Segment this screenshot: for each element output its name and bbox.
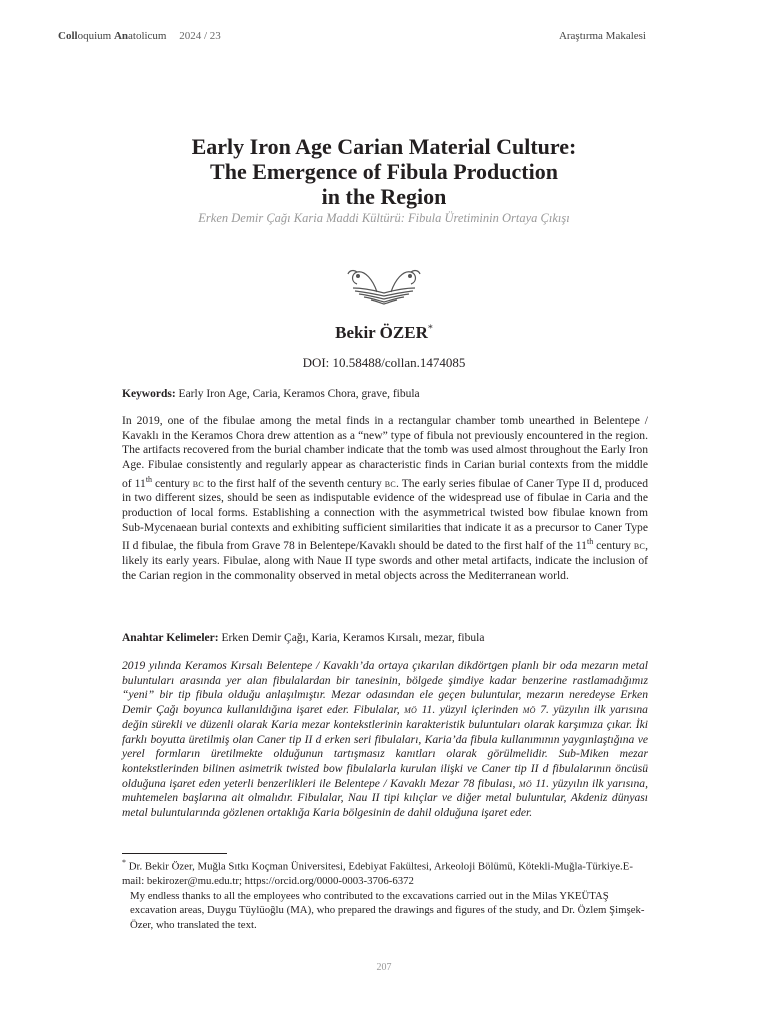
- abstract-tr: 2019 yılında Keramos Kırsalı Belentepe / Kavaklı’da ortaya çıkarılan dikdörtgen planlı bir oda mezarın metal buluntuları arasında yer alan fibulalardan bir tanesinin, bölgede şimdiye kadar benzerine rastlamadığımız “yeni” bir tip fibula olduğu anlaşılmıştır. Mezar odasından ele geçen buluntular, mezarın neredeyse Erken Demir Çağı boyunca kullanıldığına işaret eder. Fibulalar, mö 11. yüzyıl içlerinden mö 7. yüzyılın ilk yarısına değin sürekli ve düzenli olarak Karia mezar kontekstlerinin karakteristik buluntuları olarak karşımıza çıkar. İki farklı boyutta üretilmiş olan Caner tip II d erken seri fibulaları, Karia’da fibula kullanımının yaygınlaştığına ve yerel formların üretilmekte olduğunun tartışmasız kanıtları olarak görülmelidir. Sub-Miken mezar kontekstlerinden bilinen asimetrik twisted bow fibulalarla kurulan ilişki ve Caner tip II d fibulalarının öncüsü olduğuna işaret eden yeterli benzerlikleri ile Belentepe / Kavaklı Mezar 78 fibulası, mö 11. yüzyılın ilk yarısına, muhtemelen başlarına ait olmalıdır. Fibulalar, Nau II tipi kılıçlar ve diğer metal buluntular, Akdeniz dünyası metal buluntularında gözlenen ortaklığa Karia bölgesinin de dahil olduğuna işaret eder.: [122, 659, 648, 820]
- keywords: [122, 388, 646, 400]
- anahtar-kelimeler-text: Erken Demir Çağı, Karia, Keramos Kırsalı, mezar, fibula: [218, 632, 485, 644]
- footnote: [122, 856, 648, 932]
- author-name: Bekir ÖZER*: [335, 323, 433, 342]
- keywords-label: Keywords:: [122, 388, 176, 400]
- anahtar-kelimeler: [122, 632, 646, 644]
- title-line: in the Region: [321, 184, 447, 209]
- article-title: [90, 134, 678, 209]
- double-swan-ornament-icon: [343, 262, 425, 306]
- article-type: Araştırma Makalesi: [558, 30, 646, 42]
- title-line: The Emergence of Fibula Production: [210, 159, 558, 184]
- abstract-en: In 2019, one of the fibulae among the metal finds in a rectangular chamber tomb unearthed in Belentepe / Kavaklı in the Keramos Chora drew attention as a “new” type of fibula not previously encountered in the region. The artifacts recovered from the burial chamber indicate that the tomb was used almost throughout the Early Iron Age. Fibulae consistently and regularly appear as characteristic finds in Carian burial contexts from the middle of 11th century bc to the first half of the seventh century bc. The early series fibulae of Caner Type II d, produced in two different sizes, should be seen as indisputable evidence of the widespread use of fibulae in Caria and the production of local forms. Establishing a connection with the asymmetrical twisted bow fibulae known from Sub-Mycenaean burial contexts and exhibiting sufficient similarities that indicate it as a precursor to Caner Type II d fibulae, the fibula from Grave 78 in Belentepe/Kavaklı should be dated to the first half of the 11th century bc, likely its early years. Fibulae, along with Naue II type swords and other metal artifacts, indicate the inclusion of the Carian region in the commonality observed in metal objects across the Mediterranean world.: [122, 414, 649, 582]
- title-line: Early Iron Age Carian Material Culture:: [191, 134, 577, 159]
- running-header: [58, 30, 646, 42]
- page-number: 207: [376, 962, 392, 973]
- footnote-affiliation: * Dr. Bekir Özer, Muğla Sıtkı Koçman Üniversitesi, Edebiyat Fakültesi, Arkeoloji Bölümü, Kötekli-Muğla-Türkiye.E-mail: bekirozer@mu.edu.tr; https://orcid.org/0000-0003-3706-6372: [122, 858, 633, 888]
- issue-number: 2024 / 23: [179, 30, 221, 42]
- doi[interactable]: DOI: 10.58488/collan.1474085: [302, 355, 466, 370]
- keywords-text: Early Iron Age, Caria, Keramos Chora, grave, fibula: [175, 388, 420, 400]
- footnote-thanks: My endless thanks to all the employees who contributed to the excavations carried out in the Milas YKEÜTAŞ excavation areas, Duygu Tüylüoğlu (MA), who prepared the drawings and figures of the study, and Dr. Özlem Şimşek-Özer, who translated the text.: [130, 889, 645, 931]
- author-footnote-mark[interactable]: *: [427, 323, 433, 335]
- journal-name: Colloquium Anatolicum 2024 / 23: [58, 30, 221, 42]
- article-subtitle: Erken Demir Çağı Karia Maddi Kültürü: Fibula Üretiminin Ortaya Çıkışı: [198, 211, 570, 225]
- footnote-divider: [122, 853, 227, 854]
- anahtar-kelimeler-label: Anahtar Kelimeler:: [122, 632, 219, 644]
